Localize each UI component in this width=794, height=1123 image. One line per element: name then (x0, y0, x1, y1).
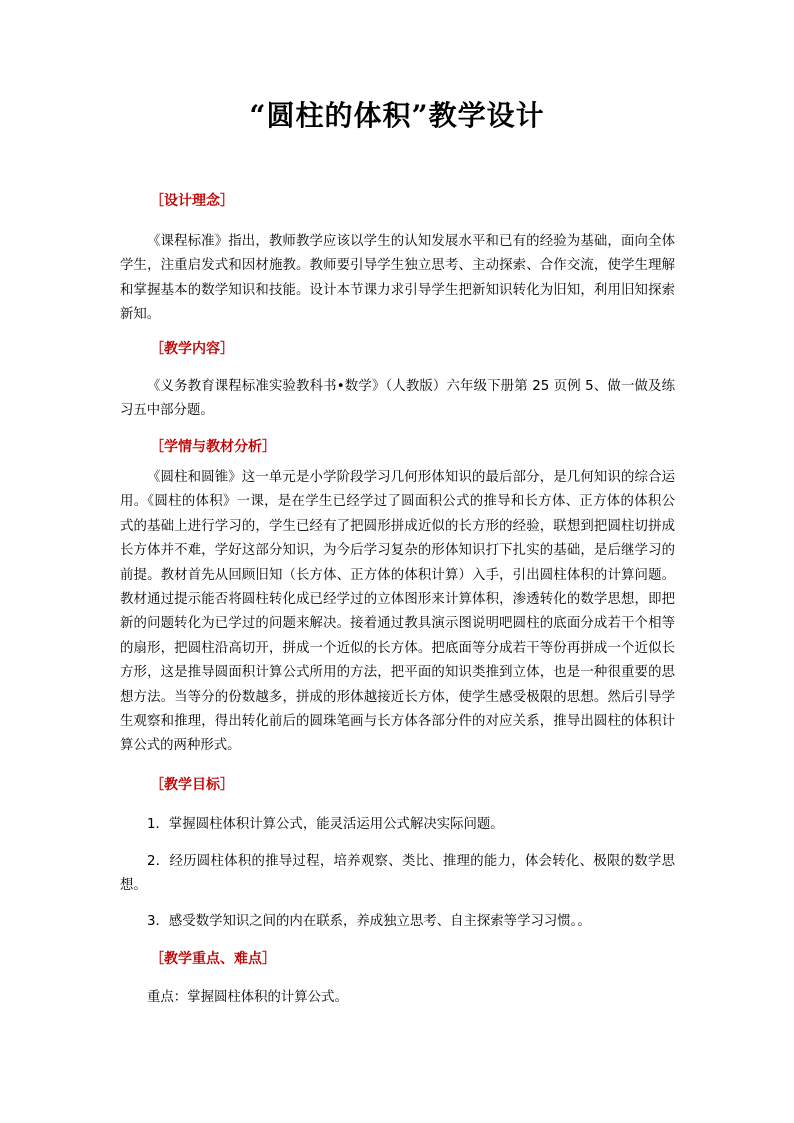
paragraph-teaching-content: 《义务教育课程标准实验教科书•数学》（人教版）六年级下册第 25 页例 5、做一做及练习五中部分题。 (120, 379, 675, 419)
paragraph-key-points: 重点：掌握圆柱体积的计算公式。 (147, 990, 348, 1005)
goal-item-3: 3．感受数学知识之间的内在联系，养成独立思考、自主探索等学习习惯。。 (147, 914, 591, 929)
paragraph-analysis: 《圆柱和圆锥》这一单元是小学阶段学习几何形体知识的最后部分，是几何知识的综合运用。《圆柱的体积》一课，是在学生已经学过了圆面积公式的推导和长方体、正方体的体积公式的基础上进行学习的，学生已经有了把圆形拼成近似的长方形的经验，联想到把圆柱切拼成长方体并不难，学好这部分知识，为今后学习复杂的形体知识打下扎实的基础，是后继学习的前提。教材首先从回顾旧知（长方体、正方体的体积计算）入手，引出圆柱体积的计算问题。教材通过提示能否将圆柱转化成已经学过的立体图形来计算体积，渗透转化的数学思想，即把新的问题转化为已学过的问题来解决。接着通过教具演示图说明吧圆柱的底面分成若干个相等的扇形，把圆柱沿高切开，拼成一个近似的长方体。把底面等分成若干等份再拼成一个近似长方形，这是推导圆面积计算公式所用的方法，把平面的知识类推到立体，也是一种很重要的思想方法。当等分的份数越多，拼成的形体越接近长方体，使学生感受极限的思想。然后引导学生观察和推理，得出转化前后的圆珠笔画与长方体各部分件的对应关系，推导出圆柱的体积计算公式的两种形式。 (120, 470, 675, 754)
heading-teaching-goals: ［教学目标］ (150, 777, 234, 793)
document-title: “圆柱的体积”教学设计 (249, 99, 545, 132)
paragraph-design-concept: 《课程标准》指出，教师教学应该以学生的认知发展水平和已有的经验为基础，面向全体学生，注重启发式和因材施教。教师要引导学生独立思考、主动探索、合作交流，使学生理解和掌握基本的数学知识和技能。设计本节课力求引导学生把新知识转化为旧知，利用旧知探索新知。 (120, 234, 675, 323)
heading-key-points: ［教学重点、难点］ (150, 951, 276, 967)
goal-item-1: 1．掌握圆柱体积计算公式，能灵活运用公式解决实际问题。 (147, 817, 504, 832)
goal-item-2: 2．经历圆柱体积的推导过程，培养观察、类比、推理的能力，体会转化、极限的数学思想。 (120, 854, 675, 894)
heading-teaching-content: ［教学内容］ (150, 341, 234, 357)
heading-design-concept: ［设计理念］ (150, 193, 234, 209)
heading-analysis: ［学情与教材分析］ (150, 439, 276, 455)
